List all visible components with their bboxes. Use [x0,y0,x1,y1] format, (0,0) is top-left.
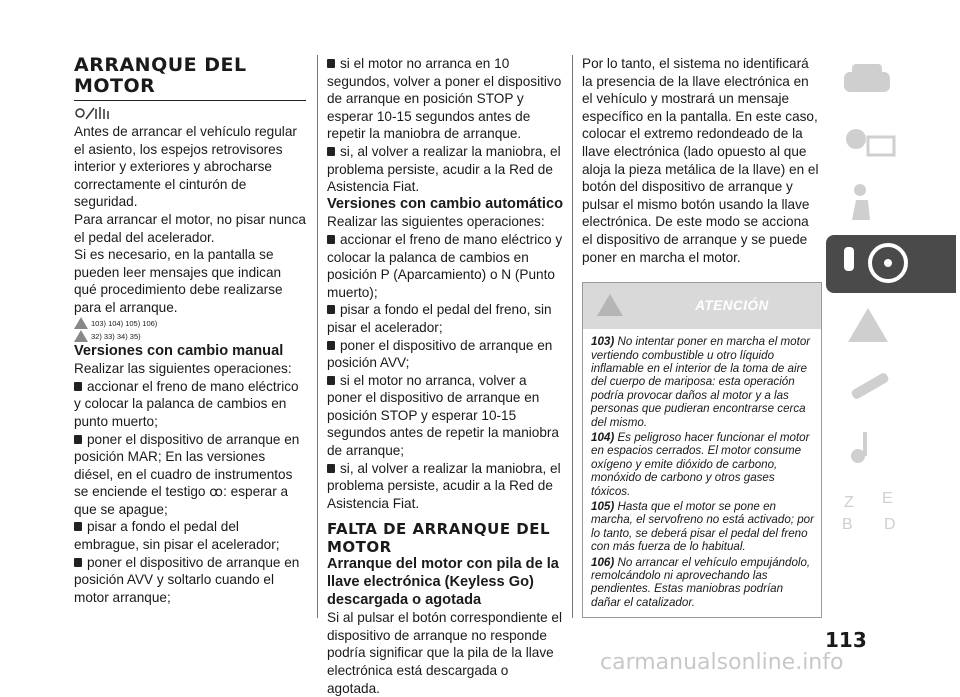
attention-body [583,329,821,617]
warning-item [591,335,815,429]
svg-text:B: B [842,516,853,533]
column-3 [582,55,822,618]
bullet-item: pisar a fondo el pedal del embrague, sin pisar el acelerador; [74,518,306,553]
warning-text: No arrancar el vehículo empujándolo, remolcándolo ni aprovechando las pendientes. Estas maniobras podrían dañar el catalizador. [591,555,811,609]
column-1 [74,55,306,606]
bullet-item: si, al volver a realizar la maniobra, el problema persiste, acudir a la Red de Asistencia Fiat. [327,143,563,196]
warning-item [591,500,815,554]
bullet-item: si, al volver a realizar la maniobra, el problema persiste, acudir a la Red de Asistencia Fiat. [327,460,563,513]
subheading-manual: Versiones con cambio manual [74,342,284,359]
section-title-falta: FALTA DE ARRANQUE DEL MOTOR [327,520,551,557]
warning-item [591,431,815,498]
bullet-item: si el motor no arranca en 10 segundos, volver a poner el dispositivo de arranque en posición STOP y esperar 10-15 segundos antes de repetir la maniobra de arranque. [327,56,562,142]
chapter-tabs [826,52,956,540]
subheading-keyless: Arranque del motor con pila de la llave electrónica (Keyless Go) descargada o agotada [327,556,559,608]
bullet-item: pisar a fondo el pedal del freno, sin pisar el acelerador; [327,301,563,336]
attention-title: ATENCIÓN [695,298,769,314]
bullet-item: accionar el freno de mano eléctrico y colocar la palanca de cambios en punto muerto; [74,378,306,431]
tab-starting-driving[interactable] [826,235,956,293]
caution-refs [74,330,306,343]
alphabet-index-icon [838,485,918,541]
bullet-item: poner el dispositivo de arranque en posición AVV; [327,337,563,372]
warning-ref-numbers: 103) 104) 105) 106) [91,318,158,328]
caution-triangle-icon [74,330,88,342]
warning-car-icon [838,302,898,348]
column-divider [572,55,573,618]
tab-emergency[interactable] [826,296,956,354]
svg-text:D: D [884,516,896,533]
keyless-paragraph: Si al pulsar el botón correspondiente el dispositivo de arranque no responde podría significar que la pila de la llave electrónica está descargada o agotada. [327,610,563,696]
warning-refs [74,317,306,330]
seat-safety-icon [838,180,898,226]
warning-text: No intentar poner en marcha el motor vertiendo combustible u otro líquido inflamable en el interior de la toma de aire del cuerpo de mariposa: esta operación podría provocar daños al motor y a las personas que pudieran encontrarse cerca del mismo. [591,335,811,429]
bullet-item: poner el dispositivo de arranque en posición AVV y soltarlo cuando el motor arranque; [74,554,306,607]
warning-number: 104) [591,430,615,444]
subheading-automatic: Versiones con cambio automático [327,195,564,212]
intro-paragraph: Si es necesario, en la pantalla se pueden leer mensajes que indican qué procedimiento debe realizarse para el arranque. [74,247,283,315]
warning-text: Hasta que el motor se pone en marcha, el servofreno no está activado; por lo tanto, se deberá pisar el pedal del freno con más fuerza de lo habitual. [591,500,814,554]
intro-paragraph: Antes de arrancar el vehículo regular el asiento, los espejos retrovisores interior y exteriores y abrocharse correctamente el cinturón de seguridad. [74,124,297,210]
warning-triangle-icon [597,294,623,316]
manual-intro: Realizar las siguientes operaciones: [74,361,292,377]
wrench-icon [838,363,898,409]
tab-index[interactable] [826,479,956,537]
bullet-item: poner el dispositivo de arranque en posición MAR; En las versiones diésel, en el cuadro de instrumentos se enciende el testigo ꝏ: esperar a que se apague; [74,431,306,519]
car-icon [838,58,898,104]
dashboard-icon [838,119,898,165]
page-number: 113 [825,628,867,652]
tab-safety[interactable] [826,174,956,232]
warning-text: Es peligroso hacer funcionar el motor en espacios cerrados. El motor consume oxígeno y emite dióxido de carbono, monóxido de carbono y otros gases tóxicos. [591,430,810,498]
section-title: ARRANQUE DEL MOTOR [74,54,247,97]
seatbelt-icon [74,105,306,123]
warning-triangle-icon [74,317,88,329]
tab-dashboard[interactable] [826,113,956,171]
warning-number: 106) [591,555,615,569]
svg-text:E: E [882,490,893,507]
automatic-intro: Realizar las siguientes operaciones: [327,214,545,230]
music-note-icon [838,424,898,470]
title-rule [74,100,306,101]
attention-header [583,283,821,329]
warning-number: 103) [591,335,615,349]
bullet-item: si el motor no arranca, volver a poner el dispositivo de arranque en posición STOP y esperar 10-15 segundos antes de repetir la maniobra de arranque; [327,372,563,460]
warning-number: 105) [591,500,615,513]
svg-text:Z: Z [844,494,854,511]
caution-ref-numbers: 32) 33) 34) 35) [91,331,141,341]
column-2 [327,55,563,697]
key-steering-wheel-icon [838,241,938,287]
attention-box [582,282,822,618]
keyless-continued: Por lo tanto, el sistema no identificará la presencia de la llave electrónica en el vehículo y mostrará un mensaje específico en la pantalla. En este caso, colocar el extremo redondeado de la llave electrónica (lado opuesto al que aloja la pieza metálica de la llave) en el botón del dispositivo de arranque y pulsar el mismo botón usando la llave electrónica. De este modo se acciona el dispositivo de arranque y se puede poner en marcha el motor. [582,56,819,265]
column-divider [317,55,318,618]
warning-item [591,556,815,610]
tab-maintenance[interactable] [826,357,956,415]
bullet-item: accionar el freno de mano eléctrico y colocar la palanca de cambios en posición P (Aparcamiento) o N (Punto muerto); [327,231,563,300]
watermark: carmanualsonline.info [600,650,844,675]
intro-paragraph: Para arrancar el motor, no pisar nunca el pedal del acelerador. [74,211,306,245]
tab-vehicle[interactable] [826,52,956,110]
tab-multimedia[interactable] [826,418,956,476]
